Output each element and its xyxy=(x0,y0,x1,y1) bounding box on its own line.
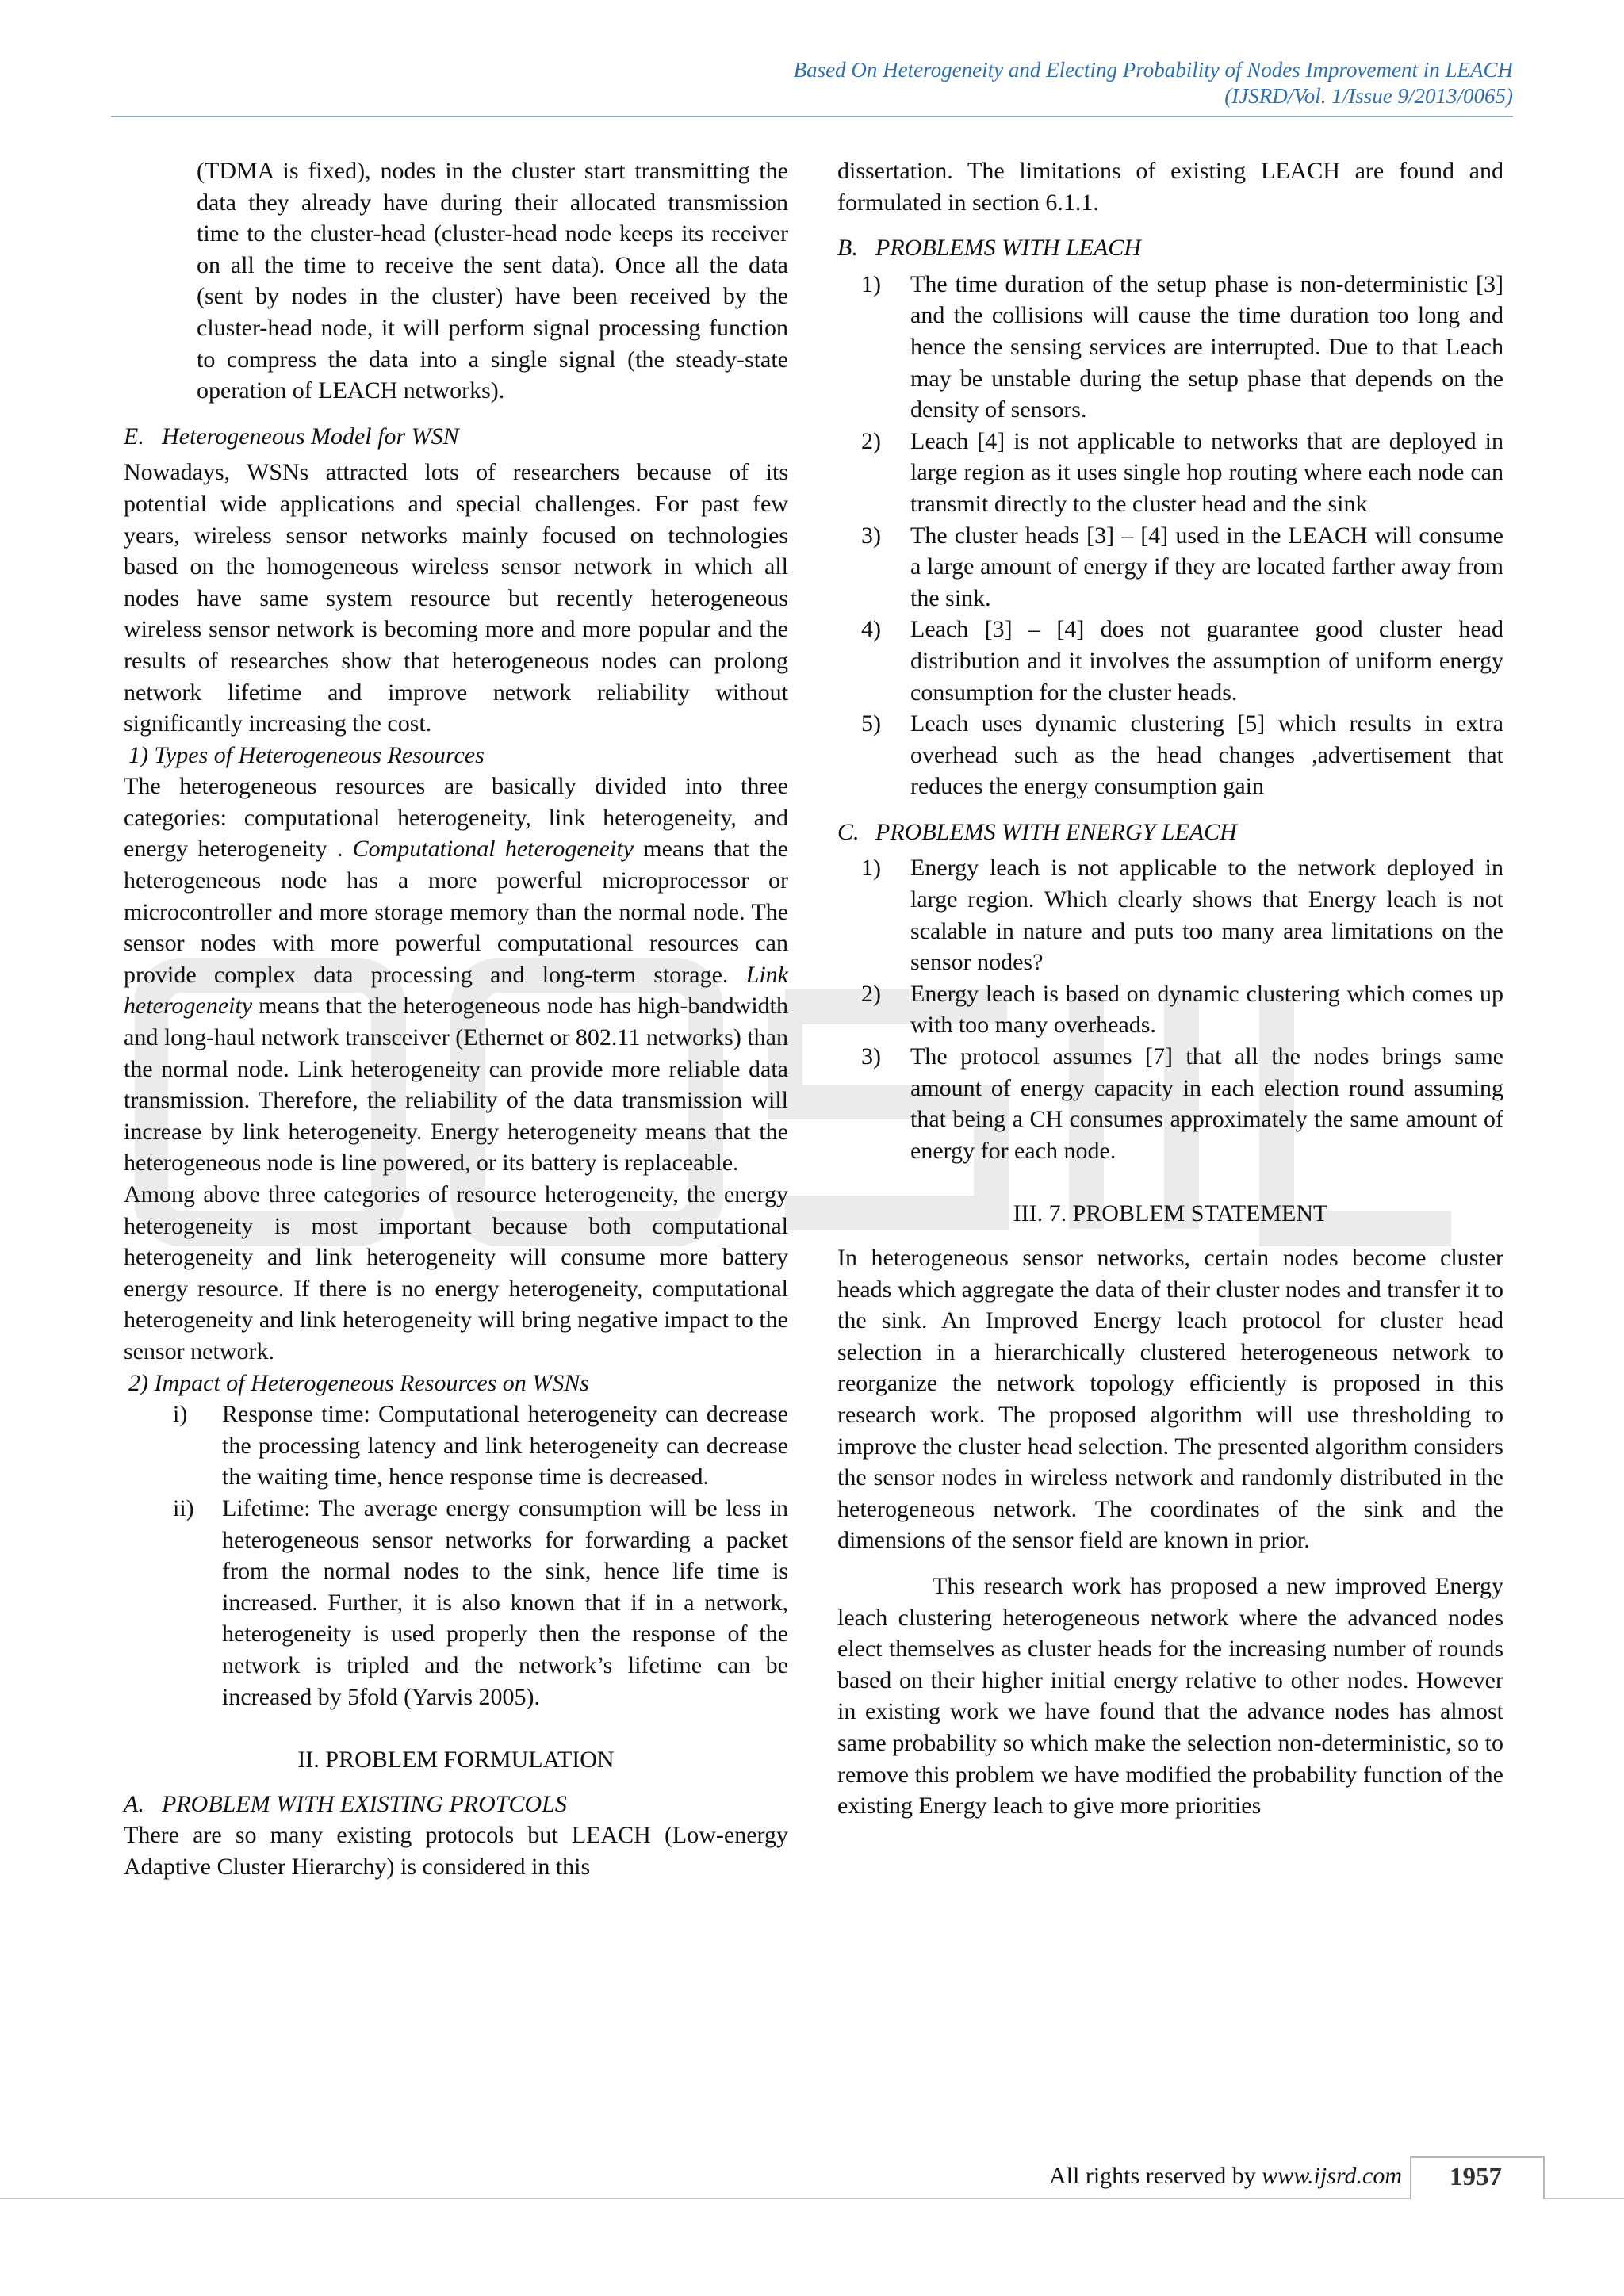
list-number: 1) xyxy=(861,270,881,297)
section-c-title: PROBLEMS WITH ENERGY LEACH xyxy=(875,818,1237,845)
emphasis-computational: Computational heterogeneity xyxy=(352,836,634,863)
list-text: Leach uses dynamic clustering [5] which results in extra overhead such as the head changes ,advertisement that reduces the energy consumption gain xyxy=(910,710,1503,800)
list-text: Leach [3] – [4] does not guarantee good cluster head distribution and it involves the assumption of uniform energy consumption for the cluster heads. xyxy=(910,616,1503,706)
right-column xyxy=(837,155,1503,1822)
text-run: means that the heterogeneous node has a more powerful microprocessor or microcontroller and more storage memory than the normal node. The sensor nodes with more powerful computational resources can provide complex data processing and long-term storage. xyxy=(124,836,788,988)
footer-rule xyxy=(0,2198,1624,2199)
leach-problems-list xyxy=(837,269,1503,802)
subsection-1-paragraph xyxy=(124,771,788,1179)
list-text: Lifetime: The average energy consumption will be less in heterogeneous sensor networks for forwarding a packet from the normal nodes to the sink, hence life time is increased. Further, it is also known that if in a network, heterogeneity is used properly then the response of the network is tripled and the network’s lifetime can be increased by 5fold (Yarvis 2005). xyxy=(222,1494,788,1710)
header-title: Based On Heterogeneity and Electing Probability of Nodes Improvement in LEACH xyxy=(793,58,1513,82)
list-number: 3) xyxy=(861,1043,881,1070)
header-rule xyxy=(111,116,1513,117)
section-c-label: C. xyxy=(837,818,860,845)
list-item xyxy=(837,852,1503,978)
subsection-1-paragraph-2: Among above three categories of resource heterogeneity, the energy heterogeneity is most important because both computational heterogeneity and link heterogeneity will consume more battery energy resource. If there is no energy heterogeneity, computational heterogeneity and link heterogeneity will bring negative impact to the sensor network. xyxy=(124,1181,788,1364)
list-item xyxy=(837,708,1503,802)
problem-statement-paragraph-1: In heterogeneous sensor networks, certain nodes become cluster heads which aggregate the data of their cluster nodes and transfer it to the sink. An Improved Energy leach protocol for cluster head selection in a hierarchically clustered heterogeneous network to reorganize the network topology efficiently is proposed in this research work. The proposed algorithm will use thresholding to improve the cluster head selection. The presented algorithm considers the sensor nodes in wireless network and randomly distributed in the heterogeneous network. The coordinates of the sink and the dimensions of the sensor field are known in prior. xyxy=(837,1245,1503,1554)
section-e-paragraph: Nowadays, WSNs attracted lots of researchers because of its potential wide applications and special challenges. For past few years, wireless sensor networks mainly focused on technologies based on the homogeneous wireless sensor network in which all nodes have same system resource but recently heterogeneous wireless sensor network is becoming more and more popular and the results of researches show that heterogeneous nodes can prolong network lifetime and improve network reliability without significantly increasing the cost. xyxy=(124,459,788,737)
list-item xyxy=(837,520,1503,614)
problem-statement-paragraph-2: This research work has proposed a new improved Energy leach clustering heterogeneous network where the advanced nodes elect themselves as cluster heads for the increasing number of rounds based on their higher initial energy relative to other nodes. However in existing work we have found that the advance nodes has almost same probability so which make the selection non-deterministic, so to remove this problem we have modified the probability function of the existing Energy leach to give more priorities xyxy=(837,1572,1503,1820)
section-b-label: B. xyxy=(837,235,858,262)
continued-paragraph: dissertation. The limitations of existing LEACH are found and formulated in section 6.1.1. xyxy=(837,158,1503,216)
footer-site-link[interactable]: www.ijsrd.com xyxy=(1262,2163,1402,2189)
list-item xyxy=(837,426,1503,520)
list-text: The cluster heads [3] – [4] used in the LEACH will consume a large amount of energy if they are located farther away from the sink. xyxy=(910,522,1503,611)
running-header xyxy=(794,57,1513,109)
list-item xyxy=(837,614,1503,708)
list-text: Leach [4] is not applicable to networks that are deployed in large region as it uses single hop routing where each node can transmit directly to the cluster head and the sink xyxy=(910,427,1503,517)
section-a-heading xyxy=(124,1789,788,1820)
list-number: 3) xyxy=(861,522,881,549)
list-item xyxy=(837,978,1503,1041)
list-text: Energy leach is not applicable to the network deployed in large region. Which clearly shows that Energy leach is not scalable in nature and puts too many area limitations on the sensor nodes? xyxy=(910,855,1503,976)
list-number: 4) xyxy=(861,616,881,643)
section-e-title: Heterogeneous Model for WSN xyxy=(162,423,459,450)
section-e-label: E. xyxy=(124,423,144,450)
list-number: 1) xyxy=(861,855,881,882)
intro-paragraph: (TDMA is fixed), nodes in the cluster start transmitting the data they already have during their allocated transmission time to the cluster-head (cluster-head node keeps its receiver on all the time to receive the sent data). Once all the data (sent by nodes in the cluster) have been received by the cluster-head node, it will perform signal processing function to compress the data into a single signal (the steady-state operation of LEACH networks). xyxy=(197,158,788,404)
list-item xyxy=(124,1493,788,1712)
subsection-1-heading: 1) Types of Heterogeneous Resources xyxy=(128,741,485,768)
left-column xyxy=(124,155,788,1882)
list-number: ii) xyxy=(173,1494,194,1521)
header-journal: (IJSRD/Vol. 1/Issue 9/2013/0065) xyxy=(1224,84,1513,108)
text-run: means that the heterogeneous node has high-bandwidth and long-haul network transceiver (Ethernet or 802.11 networks) than the normal node. Link heterogeneity can provide more reliable data transmission. Therefore, the reliability of the data transmission will increase by link heterogeneity. Energy heterogeneity means that the heterogeneous node is line powered, or its battery is replaceable. xyxy=(124,993,788,1177)
list-text: The time duration of the setup phase is non-deterministic [3] and the collisions will cause the time duration too long and hence the sensing services are interrupted. Due to that Leach may be unstable during the setup phase that depends on the density of sensors. xyxy=(910,270,1503,423)
list-item xyxy=(124,1399,788,1493)
energy-leach-problems-list xyxy=(837,852,1503,1166)
section-b-title: PROBLEMS WITH LEACH xyxy=(875,235,1141,262)
section-3-heading: III. 7. PROBLEM STATEMENT xyxy=(1013,1200,1328,1227)
list-item xyxy=(837,1041,1503,1166)
section-a-label: A. xyxy=(124,1790,144,1817)
list-text: Energy leach is based on dynamic clustering which comes up with too many overheads. xyxy=(910,980,1503,1039)
footer-rights xyxy=(1049,2163,1402,2190)
section-e-heading xyxy=(124,421,788,453)
emphasis-link: Link heterogeneity xyxy=(124,961,788,1020)
section-a-title: PROBLEM WITH EXISTING PROTCOLS xyxy=(162,1790,567,1817)
text-run: The heterogeneous resources are basically divided into three categories: computational heterogeneity, link heterogeneity, and energy heterogeneity . xyxy=(124,773,788,863)
page-number: 1957 xyxy=(1450,2163,1502,2191)
list-text: The protocol assumes [7] that all the nodes brings same amount of energy capacity in each election round assuming that being a CH consumes approximately the same amount of energy for each node. xyxy=(910,1043,1503,1164)
list-number: 5) xyxy=(861,710,881,737)
section-c-heading xyxy=(837,817,1503,848)
rights-text: All rights reserved by xyxy=(1049,2163,1262,2189)
list-number: 2) xyxy=(861,427,881,454)
impact-list xyxy=(124,1399,788,1712)
section-a-paragraph: There are so many existing protocols but LEACH (Low-energy Adaptive Cluster Hierarchy) is considered in this xyxy=(124,1822,788,1880)
section-b-heading xyxy=(837,232,1503,264)
list-number: i) xyxy=(173,1401,188,1428)
list-number: 2) xyxy=(861,980,881,1007)
list-item xyxy=(837,269,1503,426)
subsection-2-heading: 2) Impact of Heterogeneous Resources on WSNs xyxy=(128,1369,589,1396)
section-2-heading: II. PROBLEM FORMULATION xyxy=(297,1747,615,1774)
list-text: Response time: Computational heterogeneity can decrease the processing latency and link heterogeneity can decrease the waiting time, hence response time is decreased. xyxy=(222,1401,788,1490)
